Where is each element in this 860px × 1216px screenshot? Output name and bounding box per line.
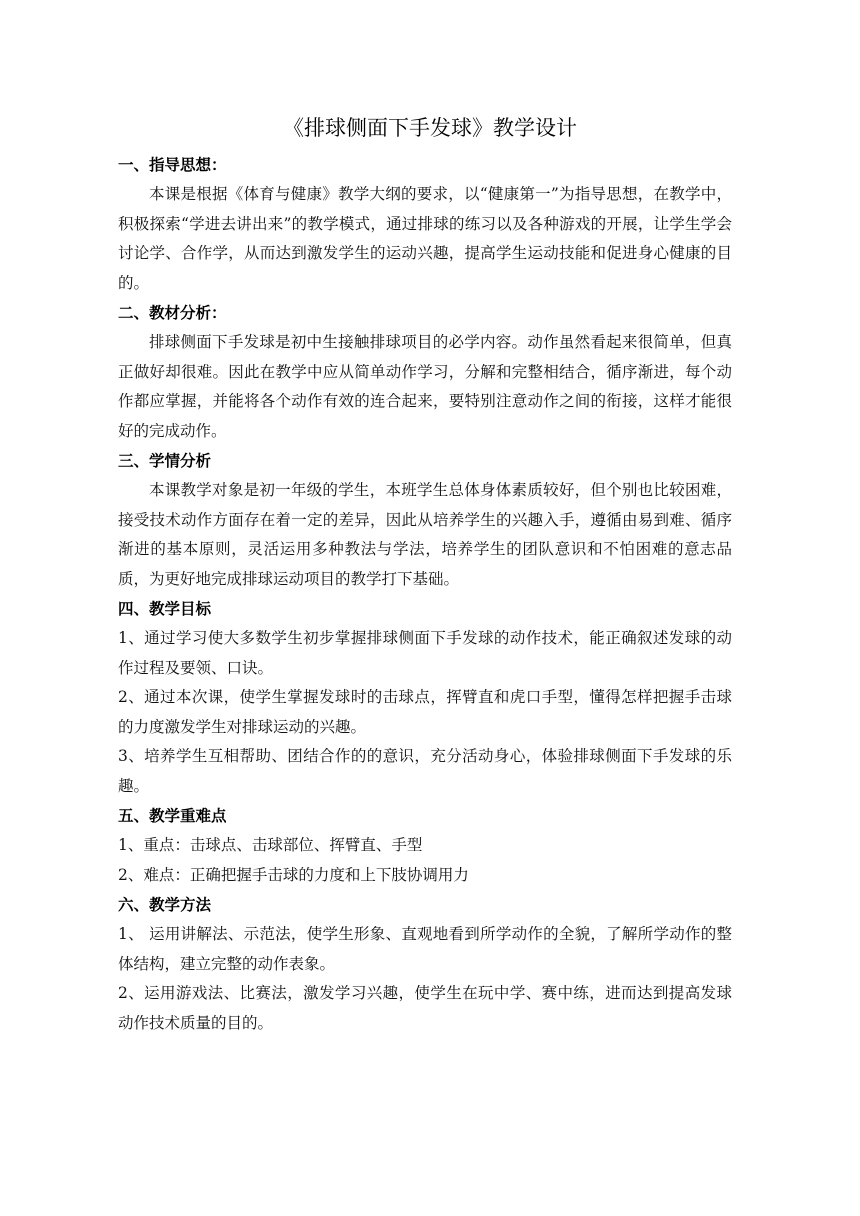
list-item: 2、难点：正确把握手击球的力度和上下肢协调用力 <box>118 865 469 884</box>
document-title: 《排球侧面下手发球》教学设计 <box>283 116 577 140</box>
list-item: 1、 运用讲解法、示范法，使学生形象、直观地看到所学动作的全貌，了解所学动作的整体结构，建立完整的动作表象。 <box>118 925 732 973</box>
section-heading: 六、教学方法 <box>118 896 212 914</box>
list-item: 3、培养学生互相帮助、团结合作的的意识，充分活动身心，体验排球侧面下手发球的乐趣。 <box>118 747 732 795</box>
section-heading: 五、教学重难点 <box>118 807 227 825</box>
section-paragraph: 本课教学对象是初一年级的学生，本班学生总体身体素质较好，但个别也比较困难，接受技术动作方面存在着一定的差异，因此从培养学生的兴趣入手，遵循由易到难、循序渐进的基本原则，灵活运用多种教法与学法，培养学生的团队意识和不怕困难的意志品质，为更好地完成排球运动项目的教学打下基础。 <box>118 481 732 588</box>
section-heading: 三、学情分析 <box>118 452 212 470</box>
list-item: 2、通过本次课，使学生掌握发球时的击球点，挥臂直和虎口手型，懂得怎样把握手击球的力度激发学生对排球运动的兴趣。 <box>118 688 732 736</box>
list-item: 2、运用游戏法、比赛法，激发学习兴趣，使学生在玩中学、赛中练，进而达到提高发球动作技术质量的目的。 <box>118 984 732 1032</box>
section-heading: 四、教学目标 <box>118 600 212 618</box>
list-item: 1、通过学习使大多数学生初步掌握排球侧面下手发球的动作技术，能正确叙述发球的动作过程及要领、口诀。 <box>118 629 732 677</box>
section-paragraph: 排球侧面下手发球是初中生接触排球项目的必学内容。动作虽然看起来很简单，但真正做好却很难。因此在教学中应从简单动作学习，分解和完整相结合，循序渐进，每个动作都应掌握，并能将各个动作有效的连合起来，要特别注意动作之间的衔接，这样才能很好的完成动作。 <box>118 333 732 440</box>
section-heading: 二、教材分析： <box>118 304 227 322</box>
document-body <box>118 150 732 1038</box>
list-item: 1、重点：击球点、击球部位、挥臂直、手型 <box>118 836 423 854</box>
section-paragraph: 本课是根据《体育与健康》教学大纲的要求，以“健康第一”为指导思想，在教学中，积极探索“学进去讲出来”的教学模式，通过排球的练习以及各种游戏的开展，让学生学会讨论学、合作学，从而达到激发学生的运动兴趣，提高学生运动技能和促进身心健康的目的。 <box>118 185 732 292</box>
section-heading: 一、指导思想： <box>118 156 227 174</box>
